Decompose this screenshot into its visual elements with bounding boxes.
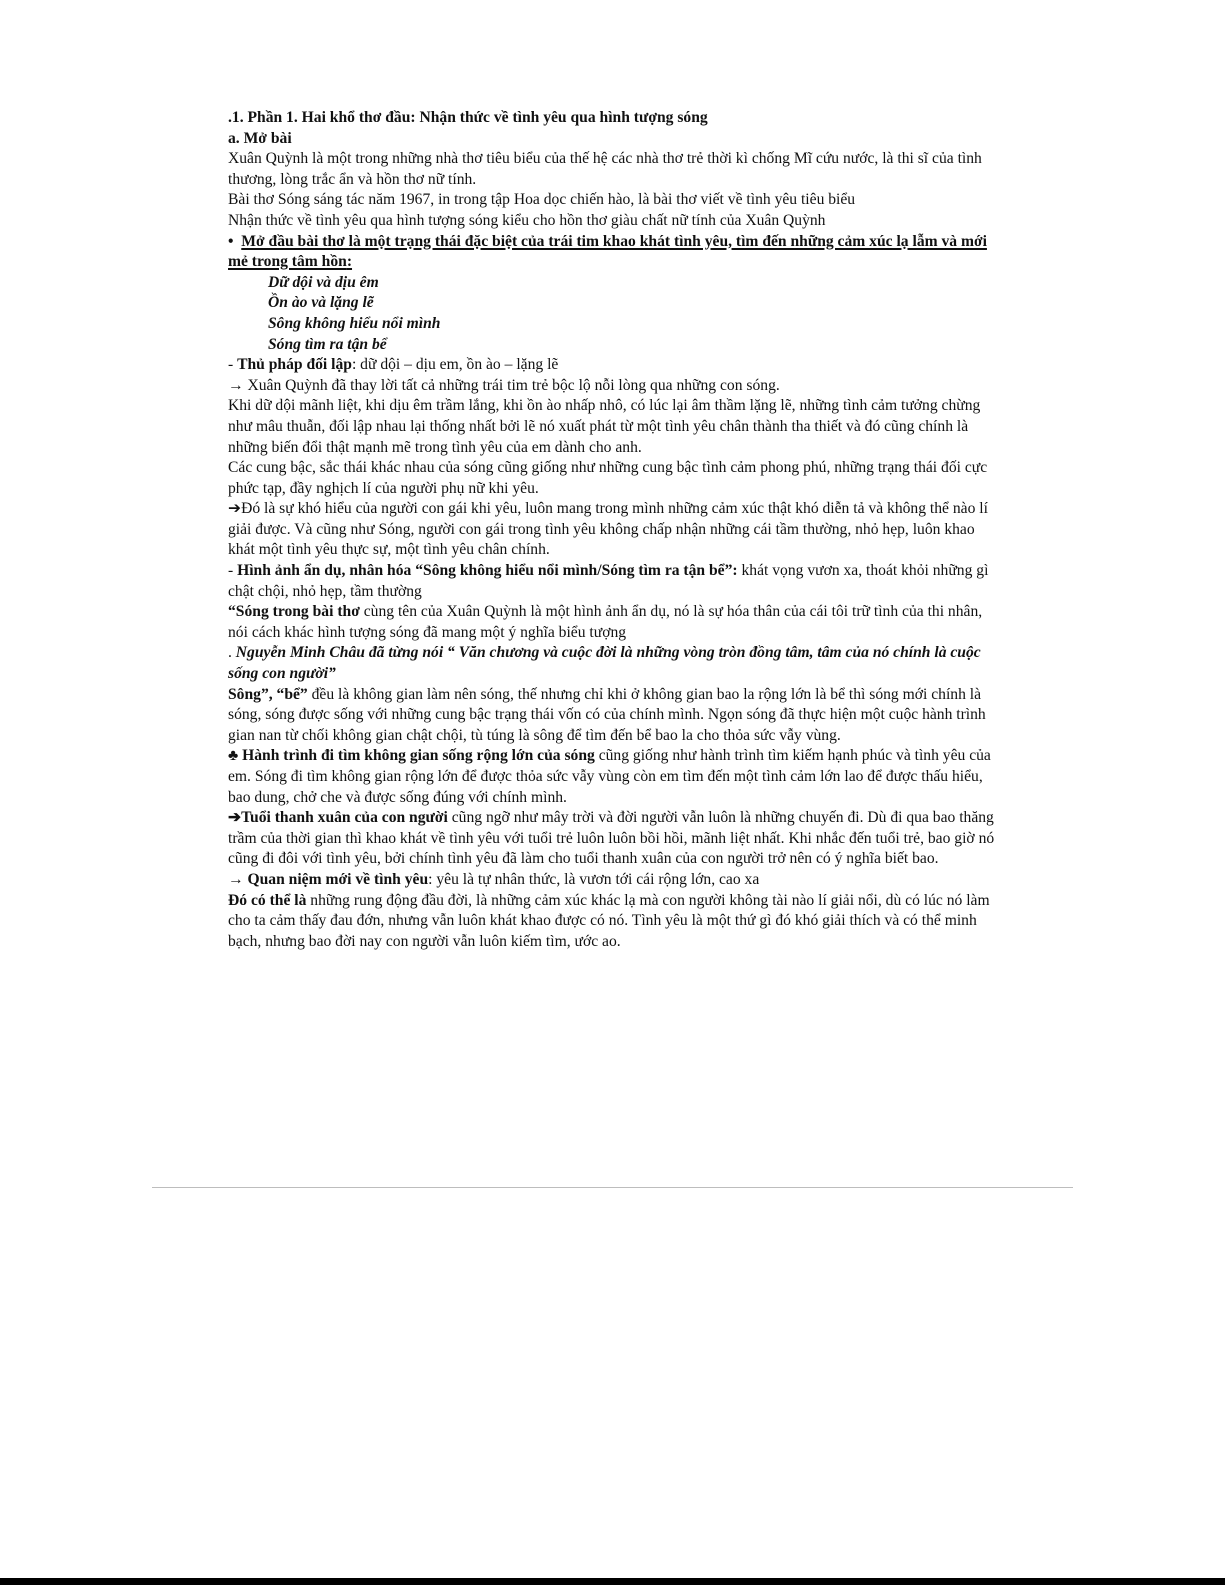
paragraph-text: những rung động đầu đời, là những cảm xúc khác lạ mà con người không tài nào lí giải nổi, dù có lúc nó làm cho ta cảm thấy đau đớn, nhưng vẫn luôn khát khao được có nó. Tình yêu là một thứ gì đó khó giải thích và có thể minh bạch, nhưng bao đời nay con người vẫn luôn kiếm tìm, ước ao. [228, 891, 990, 950]
paragraph [228, 602, 998, 643]
paragraph: → Xuân Quỳnh đã thay lời tất cả những trái tim trẻ bộc lộ nỗi lòng qua những con sóng. [228, 376, 780, 394]
paragraph [228, 355, 998, 376]
paragraph [228, 870, 998, 891]
intro-paragraph: Xuân Quỳnh là một trong những nhà thơ tiêu biểu của thế hệ các nhà thơ trẻ thời kì chống Mĩ cứu nước, là thi sĩ của tình thương, lòng trắc ẩn và hồn thơ nữ tính. [228, 150, 982, 188]
intro-paragraph: Nhận thức về tình yêu qua hình tượng sóng kiểu cho hồn thơ giàu chất nữ tính của Xuân Quỳnh [228, 211, 826, 229]
dot: . [228, 644, 236, 662]
section-heading: .1. Phần 1. Hai khổ thơ đầu: Nhận thức về tình yêu qua hình tượng sóng [228, 109, 708, 126]
paragraph [228, 808, 998, 870]
page-divider [152, 1187, 1073, 1188]
bold-term: Thủ pháp đối lập [237, 356, 352, 374]
bottom-edge-bar [0, 1578, 1225, 1585]
dash: - [228, 356, 238, 374]
arrow: → [228, 870, 248, 888]
bold-term: “Sóng trong bài thơ [228, 603, 360, 621]
poem-line: Dữ dội và dịu êm [268, 273, 379, 291]
bullet-marker: • [228, 232, 234, 250]
quote-text: Nguyễn Minh Châu đã từng nói “ Văn chương và cuộc đời là những vòng tròn đồng tâm, tâm của nó chính là cuộc sống con người” [228, 644, 981, 683]
paragraph-text: : dữ dội – dịu em, ồn ào – lặng lẽ [351, 356, 559, 374]
paragraph [228, 561, 998, 602]
poem-line: Ồn ào và lặng lẽ [268, 294, 374, 312]
bullet-text: Mở đầu bài thơ là một trạng thái đặc biệt của trái tim khao khát tình yêu, tìm đến những cảm xúc lạ lẫm và mới mẻ trong tâm hồn [228, 232, 987, 271]
quote-paragraph [228, 643, 998, 684]
bold-term: ♣ Hành trình đi tìm không gian sống rộng lớn của sóng [228, 747, 595, 765]
paragraph [228, 746, 998, 808]
subsection-heading: a. Mở bài [228, 129, 292, 147]
intro-paragraph: Bài thơ Sóng sáng tác năm 1967, in trong tập Hoa dọc chiến hào, là bài thơ viết về tình yêu tiêu biểu [228, 191, 856, 209]
bold-term: ➔Tuổi thanh xuân của con người [228, 809, 448, 827]
bold-term: Đó có thể là [228, 891, 307, 909]
paragraph-text: cùng tên của Xuân Quỳnh là một hình ảnh ẩn dụ, nó là sự hóa thân của cái tôi trữ tình của thi nhân, nói cách khác hình tượng sóng đã mang một ý nghĩa biểu tượng [228, 603, 983, 641]
paragraph-text: cũng ngỡ như mây trời và đời người vẫn luôn là những chuyến đi. Dù đi qua bao thăng trầm của thời gian thì khao khát về tình yêu với tuổi trẻ luôn luôn bồi hồi, mãnh liệt nhất. Khi nhắc đến tuổi trẻ, bao giờ nó cũng đi đôi với tình yêu, bởi chính tình yêu đã làm cho tuổi thanh xuân của con người trở nên có ý nghĩa biết bao. [228, 809, 995, 868]
poem-line: Sóng tìm ra tận bể [268, 335, 387, 353]
bullet-colon: : [346, 253, 353, 271]
poem-line: Sông không hiểu nổi mình [268, 314, 441, 332]
paragraph: ➔Đó là sự khó hiểu của người con gái khi yêu, luôn mang trong mình những cảm xúc thật khó diễn tả và không thể nào lí giải được. Và cũng như Sóng, người con gái trong tình yêu không chấp nhận những cái tầm thường, nhỏ hẹp, luôn khao khát một tình yêu thực sự, một tình yêu chân chính. [228, 500, 988, 559]
bold-term: Hình ảnh ẩn dụ, nhân hóa “Sông không hiểu nổi mình/Sóng tìm ra tận bể”: [237, 562, 738, 580]
paragraph-text: : yêu là tự nhân thức, là vươn tới cái rộng lớn, cao xa [428, 870, 760, 888]
document-body [228, 108, 998, 952]
paragraph-text: cũng giống như hành trình tìm kiếm hạnh phúc và tình yêu của em. Sóng đi tìm không gian rộng lớn để được thỏa sức vẫy vùng còn em tìm đến một tình cảm lớn lao để được thấu hiểu, bao dung, chở che và được sống đúng với chính mình. [228, 747, 991, 806]
paragraph: Khi dữ dội mãnh liệt, khi dịu êm trầm lắng, khi ồn ào nhấp nhô, có lúc lại âm thầm lặng lẽ, những tình cảm tưởng chừng như mâu thuẫn, đối lập nhau lại thống nhất bởi lẽ nó xuất phát từ một tình yêu chân thành tha thiết và đó cũng chính là những biến đổi thật mạnh mẽ trong tình yêu của em dành cho anh. [228, 397, 981, 456]
paragraph [228, 891, 998, 953]
paragraph-text: khát vọng vươn xa, thoát khỏi những gì chật chội, nhỏ hẹp, tầm thường [228, 562, 989, 600]
bold-term: Quan niệm mới về tình yêu [247, 870, 429, 888]
paragraph: Các cung bậc, sắc thái khác nhau của sóng cũng giống như những cung bậc tình cảm phong phú, những trạng thái đối cực phức tạp, đầy nghịch lí của người phụ nữ khi yêu. [228, 459, 988, 497]
paragraph [228, 685, 998, 747]
paragraph-text: đều là không gian làm nên sóng, thế nhưng chỉ khi ở không gian bao la rộng lớn là bể thì sóng mới chính là sóng, sóng được sống với những cung bậc trạng thái vốn có của chính mình. Ngọn sóng đã thực hiện một cuộc hành trình gian nan từ chối không gian chật chội, tù túng là sông để tìm đến bể bao la cho thỏa sức vẫy vùng. [228, 685, 986, 744]
bullet-paragraph [228, 232, 998, 273]
dash: - [228, 562, 238, 580]
bold-term: Sông”, “bể” [228, 685, 308, 703]
